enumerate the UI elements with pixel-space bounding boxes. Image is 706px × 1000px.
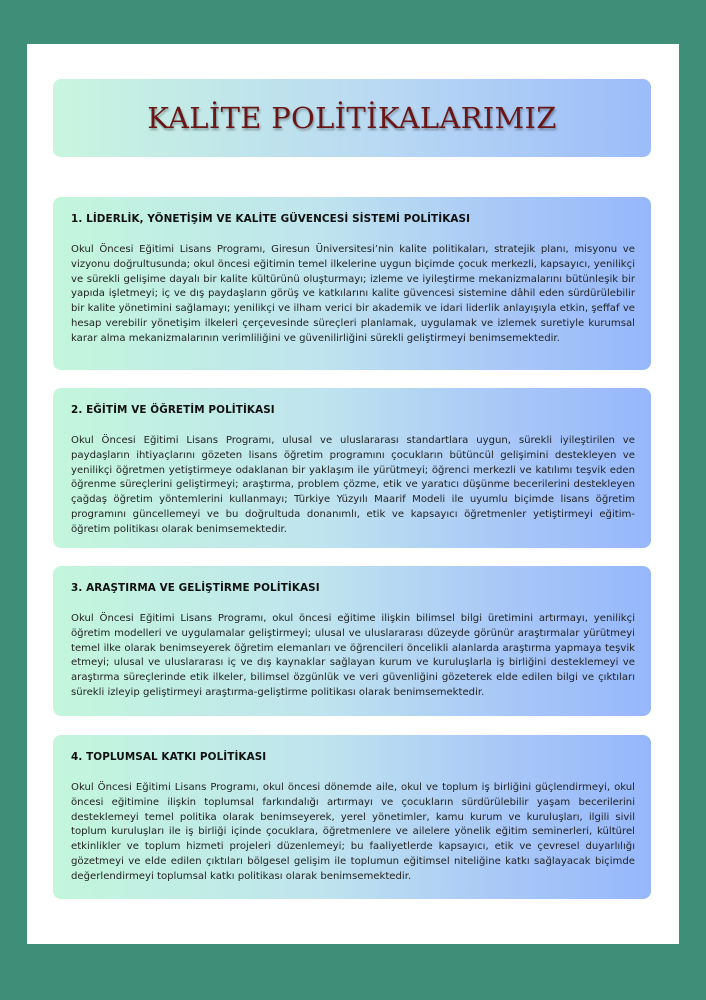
- section-heading: 2. EĞİTİM VE ÖĞRETİM POLİTİKASI: [71, 404, 275, 416]
- section-body: Okul Öncesi Eğitimi Lisans Programı, ulusal ve uluslararası standartlara uygun, sürekli iyileştirilen ve paydaşların ihtiyaçlarını gözeten lisans öğretim programını çocukların bütüncül gelişimini destekleyen ve yenilikçi öğretmen yetiştirmeye odaklanan bir yaklaşım ile yürütmeyi; öğrenci merkezli ve katılımı teşvik eden öğrenme süreçlerini geliştirmeyi; araştırma, problem çözme, etik ve yaratıcı düşünme becerilerini destekleyen çağdaş öğretim yöntemlerini kullanmayı; Türkiye Yüzyılı Maarif Modeli ile uyumlu biçimde lisans öğretim programını güncellemeyi ve bu doğrultuda donanımlı, etik ve kapsayıcı öğretmenler yetiştirmeyi eğitim-öğretim politikası olarak benimsemektedir.: [71, 435, 635, 535]
- section-heading: 1. LİDERLİK, YÖNETİŞİM VE KALİTE GÜVENCESİ SİSTEMİ POLİTİKASI: [71, 213, 471, 225]
- section-body: Okul Öncesi Eğitimi Lisans Programı, okul öncesi eğitime ilişkin bilimsel bilgi üretimini artırmayı, yenilikçi öğretim modelleri ve uygulamalar geliştirmeyi; ulusal ve uluslararası düzeyde görünür araştırmalar yürütmeyi temel ilke olarak benimseyerek öğretim elemanları ve öğrencileri öncelikli alanlarda araştırma yapmaya teşvik etmeyi; ulusal ve uluslararası iç ve dış kaynaklar sağlayan kurum ve kuruluşlarla iş birliğini desteklemeyi ve araştırma süreçlerinde etik ilkeler, bilimsel özgünlük ve veri güvenliğini gözeterek elde edilen bilgi ve çıktıları sürekli izleyip geliştirmeyi araştırma-geliştirme politikası olarak benimsemektedir.: [71, 613, 635, 698]
- section-heading: 3. ARAŞTIRMA VE GELİŞTİRME POLİTİKASI: [71, 582, 320, 594]
- section-body: Okul Öncesi Eğitimi Lisans Programı, Giresun Üniversitesi’nin kalite politikaları, stratejik planı, misyonu ve vizyonu doğrultusunda; okul öncesi eğitimin temel ilkelerine uygun biçimde çocuk merkezli, kapsayıcı, yenilikçi ve sürekli gelişime dayalı bir kalite kültürünü oluşturmayı; izleme ve iyileştirme mekanizmalarını bütünleşik bir yapıda işletmeyi; iç ve dış paydaşların görüş ve katkılarını kalite güvencesi sistemine dâhil eden sürdürülebilir bir kalite yönetimini sağlamayı; yenilikçi ve ilham verici bir akademik ve idari liderlik anlayışıyla etkin, şeffaf ve hesap verebilir yönetişim ilkeleri çerçevesinde süreçleri planlamak, uygulamak ve izlemek suretiyle kurumsal karar alma mekanizmalarının verimliliğini ve güvenilirliğini sürekli geliştirmeyi benimsemektedir.: [71, 244, 635, 344]
- policy-section-leadership: [53, 197, 651, 370]
- section-body: Okul Öncesi Eğitimi Lisans Programı, okul öncesi dönemde aile, okul ve toplum iş birliğini güçlendirmeyi, okul öncesi eğitimine ilişkin toplumsal farkındalığı artırmayı ve çocukların sürdürülebilir yaşam becerilerini desteklemeyi temel politika olarak benimseyerek, yerel yönetimler, kamu kurum ve kuruluşları, ilgili sivil toplum kuruluşları ile iş birliği içinde çocuklara, öğretmenlere ve ailelere yönelik eğitim seminerleri, kültürel etkinlikler ve toplum hizmeti projeleri düzenlemeyi; bu faaliyetlerde kapsayıcı, etik ve çevresel duyarlılığı gözetmeyi ve elde edilen çıktıları bölgesel gelişim ile toplumun eğitimsel niteliğine katkı sağlayacak biçimde değerlendirmeyi toplumsal katkı politikası olarak benimsemektedir.: [71, 782, 635, 882]
- section-heading: 4. TOPLUMSAL KATKI POLİTİKASI: [71, 751, 267, 763]
- policy-section-social-contribution: [53, 735, 651, 899]
- policy-section-research: [53, 566, 651, 716]
- title-banner: [53, 79, 651, 157]
- policy-section-education: [53, 388, 651, 548]
- document-page: [27, 44, 679, 944]
- page-title: KALİTE POLİTİKALARIMIZ: [147, 101, 557, 135]
